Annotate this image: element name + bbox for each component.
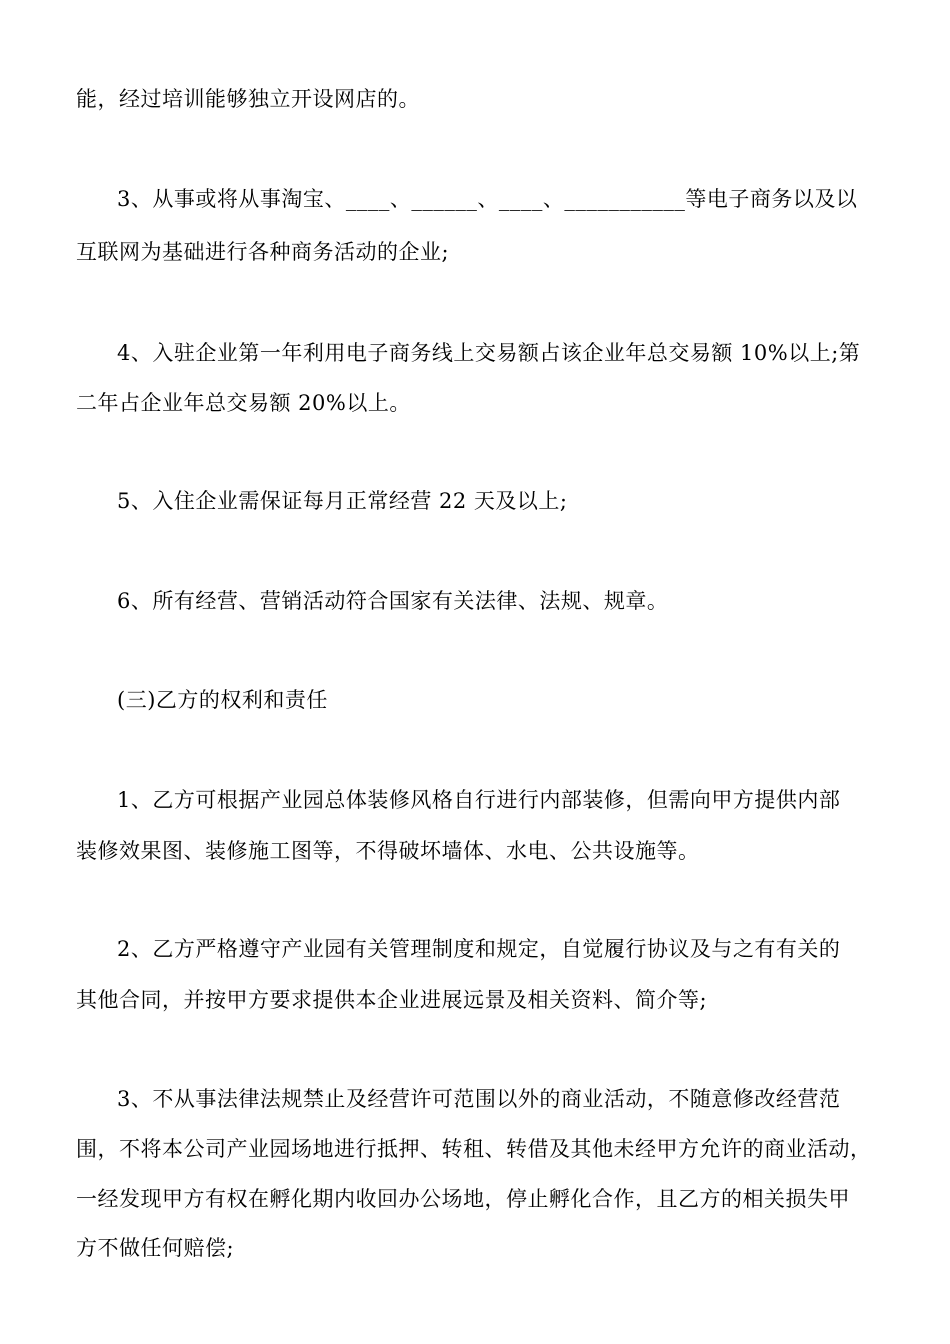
section-heading: (三)乙方的权利和责任 <box>117 688 328 712</box>
paragraph-line: 3、从事或将从事淘宝、____、______、____、___________等电子商务以及以 <box>117 187 858 211</box>
paragraph-line: 2、乙方严格遵守产业园有关管理制度和规定，自觉履行协议及与之有有关的 <box>117 937 841 961</box>
paragraph-line: 3、不从事法律法规禁止及经营许可范围以外的商业活动，不随意修改经营范 <box>117 1087 841 1111</box>
paragraph-line: 1、乙方可根据产业园总体装修风格自行进行内部装修，但需向甲方提供内部 <box>117 788 841 812</box>
paragraph-line: 5、入住企业需保证每月正常经营 22 天及以上; <box>117 489 568 513</box>
paragraph-line: 互联网为基础进行各种商务活动的企业; <box>76 240 450 264</box>
paragraph-line: 6、所有经营、营销活动符合国家有关法律、法规、规章。 <box>117 589 669 613</box>
paragraph-line: 装修效果图、装修施工图等，不得破坏墙体、水电、公共设施等。 <box>76 839 700 863</box>
paragraph-line: 方不做任何赔偿; <box>76 1236 235 1260</box>
paragraph-line: 一经发现甲方有权在孵化期内收回办公场地，停止孵化合作，且乙方的相关损失甲 <box>76 1187 850 1211</box>
paragraph-line: 能，经过培训能够独立开设网店的。 <box>76 87 420 111</box>
paragraph-line: 围，不将本公司产业园场地进行抵押、转租、转借及其他未经甲方允许的商业活动， <box>76 1137 872 1161</box>
paragraph-line: 4、入驻企业第一年利用电子商务线上交易额占该企业年总交易额 10%以上;第 <box>117 341 861 365</box>
paragraph-line: 其他合同，并按甲方要求提供本企业进展远景及相关资料、简介等; <box>76 988 708 1012</box>
paragraph-line: 二年占企业年总交易额 20%以上。 <box>76 391 411 415</box>
